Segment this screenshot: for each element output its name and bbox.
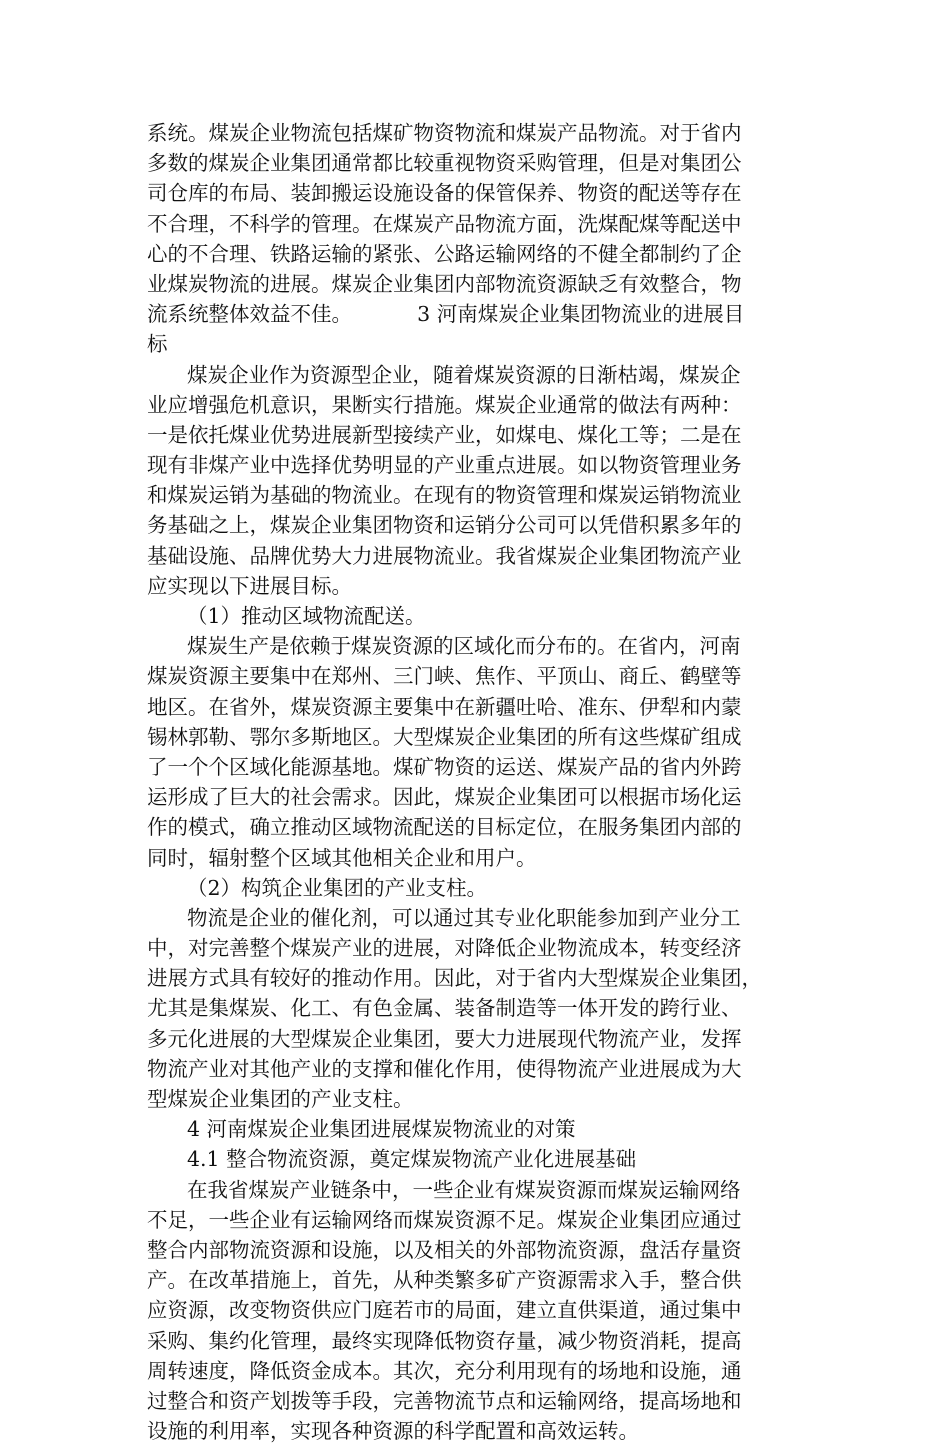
paragraph-start-line: 在我省煤炭产业链条中，一些企业有煤炭资源而煤炭运输网络 xyxy=(187,1177,741,1202)
text-line: 标 xyxy=(147,332,168,357)
text-line: 煤炭资源主要集中在郑州、三门峡、焦作、平顶山、商丘、鹤壁等 xyxy=(147,664,742,689)
text-line: 应资源，改变物资供应门庭若市的局面，建立直供渠道，通过集中 xyxy=(147,1298,742,1323)
text-line: 运形成了巨大的社会需求。因此，煤炭企业集团可以根据市场化运 xyxy=(147,785,742,810)
text-line: 多数的煤炭企业集团通常都比较重视物资采购管理，但是对集团公 xyxy=(147,151,742,176)
text-line: 整合内部物流资源和设施，以及相关的外部物流资源，盘活存量资 xyxy=(147,1237,742,1262)
text-line: 业应增强危机意识，果断实行措施。煤炭企业通常的做法有两种： xyxy=(147,392,742,417)
paragraph-start-line: 煤炭企业作为资源型企业，随着煤炭资源的日渐枯竭，煤炭企 xyxy=(187,362,741,387)
document-body xyxy=(147,118,807,1446)
text-line: 和煤炭运销为基础的物流业。在现有的物资管理和煤炭运销物流业 xyxy=(147,483,742,508)
text-line: 多元化进展的大型煤炭企业集团，要大力进展现代物流产业，发挥 xyxy=(147,1026,742,1051)
text-line: 尤其是集煤炭、化工、有色金属、装备制造等一体开发的跨行业、 xyxy=(147,996,742,1021)
text-line: 一是依托煤业优势进展新型接续产业，如煤电、煤化工等；二是在 xyxy=(147,422,742,447)
text-line: 同时，辐射整个区域其他相关企业和用户。 xyxy=(147,845,537,870)
text-line: 物流产业对其他产业的支撑和催化作用，使得物流产业进展成为大 xyxy=(147,1056,742,1081)
text-line: 心的不合理、铁路运输的紧张、公路运输网络的不健全都制约了企 xyxy=(147,241,742,266)
text-line: 进展方式具有较好的推动作用。因此，对于省内大型煤炭企业集团， xyxy=(147,966,762,991)
text-line: 设施的利用率，实现各种资源的科学配置和高效运转。 xyxy=(147,1419,639,1444)
text-line: 应实现以下进展目标。 xyxy=(147,573,352,598)
text-line: 司仓库的布局、装卸搬运设施设备的保管保养、物资的配送等存在 xyxy=(147,181,742,206)
text-line: 现有非煤产业中选择优势明显的产业重点进展。如以物资管理业务 xyxy=(147,453,742,478)
text-line: 不合理，不科学的管理。在煤炭产品物流方面，洗煤配煤等配送中 xyxy=(147,211,742,236)
text-line: 采购、集约化管理，最终实现降低物资存量，减少物资消耗，提高 xyxy=(147,1328,742,1353)
text-line: 型煤炭企业集团的产业支柱。 xyxy=(147,1087,414,1111)
text-line: 了一个个区域化能源基地。煤矿物资的运送、煤炭产品的省内外跨 xyxy=(147,754,742,779)
subsection-heading-line: 4.1 整合物流资源，奠定煤炭物流产业化进展基础 xyxy=(187,1147,637,1172)
text-line: 系统。煤炭企业物流包括煤矿物资物流和煤炭产品物流。对于省内 xyxy=(147,121,742,145)
text-line: 务基础之上，煤炭企业集团物资和运销分公司可以凭借积累多年的 xyxy=(147,513,742,538)
paragraph-start-line: 煤炭生产是依赖于煤炭资源的区域化而分布的。在省内，河南 xyxy=(187,634,741,659)
text-line: 作的模式，确立推动区域物流配送的目标定位，在服务集团内部的 xyxy=(147,815,742,840)
section-heading-line: 4 河南煤炭企业集团进展煤炭物流业的对策 xyxy=(187,1117,576,1142)
text-line: 地区。在省外，煤炭资源主要集中在新疆吐哈、准东、伊犁和内蒙 xyxy=(147,694,742,719)
text-line: 基础设施、品牌优势大力进展物流业。我省煤炭企业集团物流产业 xyxy=(147,543,742,568)
subheading-line: （1）推动区域物流配送。 xyxy=(187,604,426,628)
text-line: 产。在改革措施上，首先，从种类繁多矿产资源需求入手，整合供 xyxy=(147,1268,742,1293)
text-line: 流系统整体效益不佳。 3 河南煤炭企业集团物流业的进展目 xyxy=(147,302,745,327)
text-line: 业煤炭物流的进展。煤炭企业集团内部物流资源缺乏有效整合，物 xyxy=(147,271,742,296)
text-line: 周转速度，降低资金成本。其次，充分利用现有的场地和设施，通 xyxy=(147,1358,742,1383)
text-line: 过整合和资产划拨等手段，完善物流节点和运输网络，提高场地和 xyxy=(147,1388,742,1413)
paragraph-start-line: 物流是企业的催化剂，可以通过其专业化职能参加到产业分工 xyxy=(187,905,741,930)
text-line: 中，对完善整个煤炭产业的进展，对降低企业物流成本，转变经济 xyxy=(147,936,742,961)
text-line: 不足，一些企业有运输网络而煤炭资源不足。煤炭企业集团应通过 xyxy=(147,1207,742,1232)
text-line: 锡林郭勒、鄂尔多斯地区。大型煤炭企业集团的所有这些煤矿组成 xyxy=(147,724,742,749)
subheading-line: （2）构筑企业集团的产业支柱。 xyxy=(187,875,488,900)
